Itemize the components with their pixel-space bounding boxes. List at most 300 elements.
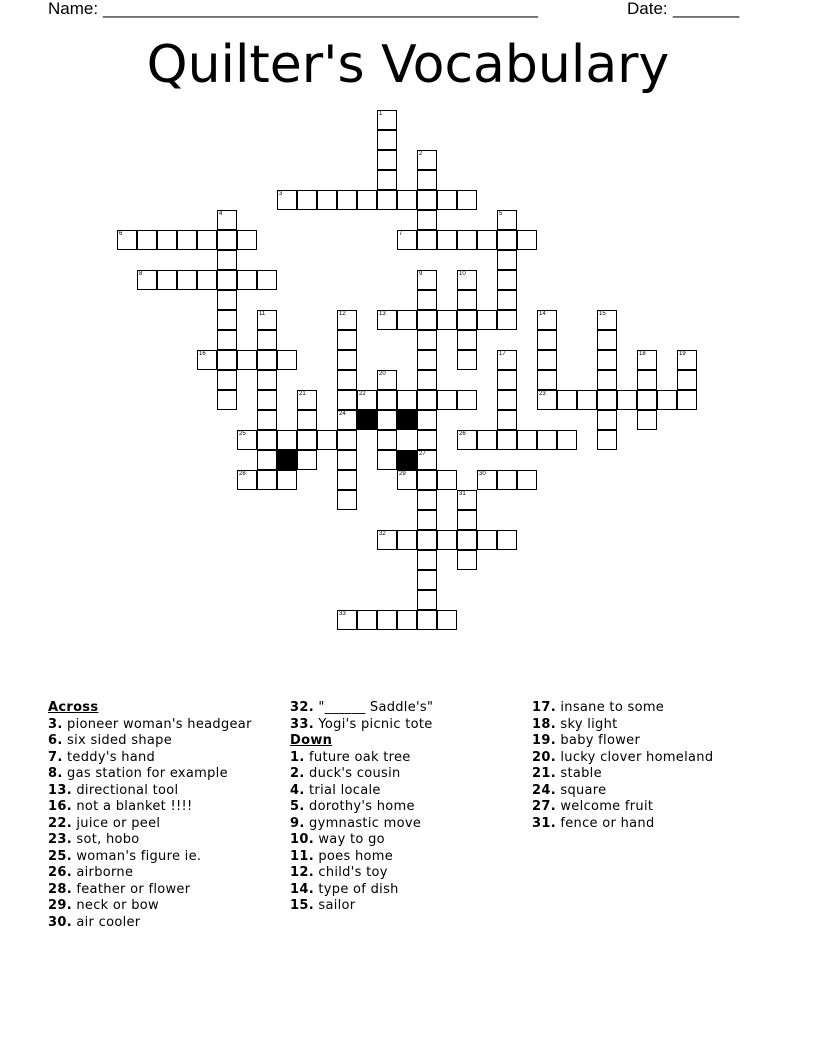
clue-item-text: duck's cousin	[309, 766, 401, 781]
clue-number: 4	[219, 211, 223, 217]
clue-item-text: woman's figure ie.	[76, 848, 202, 864]
grid-cell[interactable]	[377, 150, 397, 170]
grid-cell[interactable]	[337, 350, 357, 370]
grid-cell[interactable]	[497, 230, 517, 250]
grid-cell[interactable]	[297, 410, 317, 430]
clue-item-number: 12.	[290, 865, 314, 880]
clue-item	[290, 766, 433, 783]
grid-cell[interactable]	[497, 250, 517, 270]
grid-cell[interactable]	[417, 550, 437, 570]
grid-cell[interactable]	[377, 170, 397, 190]
grid-cell[interactable]	[217, 370, 237, 390]
grid-cell[interactable]	[677, 390, 697, 410]
grid-cell[interactable]	[397, 610, 417, 630]
clue-item	[532, 766, 713, 783]
clue-number: 3	[279, 191, 283, 197]
clue-item-number: 6.	[48, 733, 63, 748]
across-heading: Across	[48, 700, 99, 715]
clue-number: 6	[119, 231, 123, 237]
grid-cell[interactable]	[557, 390, 577, 410]
grid-cell[interactable]	[217, 390, 237, 410]
clue-item-number: 2.	[290, 766, 305, 781]
grid-cell[interactable]	[497, 310, 517, 330]
clue-item-number: 4.	[290, 782, 305, 798]
clue-item	[532, 700, 713, 717]
clue-item-text: air cooler	[76, 914, 141, 930]
grid-cell[interactable]	[197, 270, 217, 290]
clue-number: 8	[139, 271, 143, 277]
clue-number: 20	[379, 371, 386, 377]
grid-cell[interactable]	[217, 230, 237, 250]
grid-cell[interactable]	[477, 470, 497, 490]
clue-item	[48, 816, 252, 833]
grid-cell[interactable]	[497, 270, 517, 290]
grid-cell[interactable]	[337, 190, 357, 210]
clue-item-text: trial locale	[309, 782, 381, 798]
clue-item	[48, 733, 252, 750]
grid-cell[interactable]	[377, 370, 397, 390]
clue-item-number: 5.	[290, 799, 305, 814]
clue-item-number: 3.	[48, 716, 63, 732]
grid-cell[interactable]	[597, 410, 617, 430]
grid-cell[interactable]	[157, 230, 177, 250]
black-square	[357, 410, 377, 430]
clue-item	[48, 766, 252, 783]
grid-cell[interactable]	[397, 390, 417, 410]
clue-item	[48, 717, 252, 734]
clue-item-number: 13.	[48, 782, 72, 798]
clue-number: 23	[539, 391, 546, 397]
grid-cell[interactable]	[417, 350, 437, 370]
clue-item	[532, 816, 713, 833]
clue-item	[290, 832, 433, 849]
clue-item-text: fence or hand	[560, 815, 655, 831]
clue-item-number: 33.	[290, 716, 314, 732]
grid-cell[interactable]	[477, 430, 497, 450]
grid-cell[interactable]	[217, 330, 237, 350]
grid-cell[interactable]	[217, 250, 237, 270]
grid-cell[interactable]	[657, 390, 677, 410]
clue-item	[48, 849, 252, 866]
grid-cell[interactable]	[337, 330, 357, 350]
clue-item	[48, 898, 252, 915]
clue-item-number: 18.	[532, 716, 556, 732]
clue-number: 12	[339, 311, 346, 317]
grid-cell[interactable]	[637, 370, 657, 390]
clue-item-number: 25.	[48, 848, 72, 864]
grid-cell[interactable]	[597, 370, 617, 390]
grid-cell[interactable]	[637, 350, 657, 370]
clue-number: 27	[419, 451, 426, 457]
clue-number: 32	[379, 531, 386, 537]
grid-cell[interactable]	[337, 390, 357, 410]
name-field[interactable]: ______________________________________________	[103, 0, 538, 18]
clue-item-number: 11.	[290, 848, 314, 864]
clue-number: 24	[339, 411, 346, 417]
grid-cell[interactable]	[417, 490, 437, 510]
grid-cell[interactable]	[417, 450, 437, 470]
clue-item-text: directional tool	[76, 782, 179, 798]
grid-cell[interactable]	[417, 590, 437, 610]
grid-cell[interactable]	[537, 310, 557, 330]
clue-number: 25	[239, 431, 246, 437]
grid-cell[interactable]	[337, 410, 357, 430]
grid-cell[interactable]	[177, 270, 197, 290]
grid-cell[interactable]	[337, 430, 357, 450]
clue-number: 30	[479, 471, 486, 477]
clue-number: 21	[299, 391, 306, 397]
grid-cell[interactable]	[497, 350, 517, 370]
grid-cell[interactable]	[417, 310, 437, 330]
down-heading: Down	[290, 733, 333, 748]
clue-item-text: sky light	[560, 716, 618, 732]
clue-item-text: not a blanket !!!!	[76, 799, 193, 814]
grid-cell[interactable]	[217, 290, 237, 310]
clue-item	[290, 882, 433, 899]
grid-cell[interactable]	[257, 470, 277, 490]
clue-item	[48, 915, 252, 932]
grid-cell[interactable]	[377, 130, 397, 150]
grid-cell[interactable]	[337, 490, 357, 510]
grid-cell[interactable]	[597, 430, 617, 450]
grid-cell[interactable]	[457, 190, 477, 210]
grid-cell[interactable]	[437, 390, 457, 410]
grid-cell[interactable]	[337, 450, 357, 470]
clue-item-text: future oak tree	[309, 749, 411, 765]
grid-cell[interactable]	[457, 310, 477, 330]
clue-item-text: welcome fruit	[560, 799, 654, 814]
clue-number: 13	[379, 311, 386, 317]
grid-cell[interactable]	[457, 530, 477, 550]
grid-cell[interactable]	[637, 390, 657, 410]
grid-cell[interactable]	[457, 430, 477, 450]
grid-cell[interactable]	[277, 350, 297, 370]
grid-cell[interactable]	[417, 570, 437, 590]
grid-cell[interactable]	[457, 230, 477, 250]
grid-cell[interactable]	[237, 270, 257, 290]
grid-cell[interactable]	[417, 530, 437, 550]
grid-cell[interactable]	[357, 190, 377, 210]
grid-cell[interactable]	[377, 610, 397, 630]
grid-cell[interactable]	[537, 350, 557, 370]
grid-cell[interactable]	[417, 290, 437, 310]
grid-cell[interactable]	[497, 390, 517, 410]
clue-number: 14	[539, 311, 546, 317]
clue-number: 29	[399, 471, 406, 477]
grid-cell[interactable]	[277, 470, 297, 490]
clue-item-number: 20.	[532, 749, 556, 765]
grid-cell[interactable]	[177, 230, 197, 250]
grid-cell[interactable]	[337, 470, 357, 490]
clue-item-text: poes home	[318, 848, 394, 864]
grid-cell[interactable]	[477, 310, 497, 330]
name-label: Name:	[48, 0, 99, 18]
grid-cell[interactable]	[457, 330, 477, 350]
clue-item-number: 21.	[532, 766, 556, 781]
grid-cell[interactable]	[417, 370, 437, 390]
grid-cell[interactable]	[217, 350, 237, 370]
grid-cell[interactable]	[417, 270, 437, 290]
clue-item	[290, 799, 433, 816]
clue-column-3	[532, 700, 713, 832]
clue-number: 16	[199, 351, 206, 357]
grid-cell[interactable]	[237, 350, 257, 370]
clue-number: 5	[499, 211, 503, 217]
clue-item-text: pioneer woman's headgear	[67, 716, 252, 732]
grid-cell[interactable]	[677, 350, 697, 370]
grid-cell[interactable]	[477, 530, 497, 550]
clue-item-number: 24.	[532, 782, 556, 798]
clue-item-text: "______ Saddle's"	[318, 700, 434, 715]
clue-number: 33	[339, 611, 346, 617]
grid-cell[interactable]	[457, 510, 477, 530]
clue-item-text: six sided shape	[67, 733, 172, 748]
grid-cell[interactable]	[377, 190, 397, 210]
grid-cell[interactable]	[397, 470, 417, 490]
clue-item	[290, 898, 433, 915]
clue-item-text: Yogi's picnic tote	[318, 716, 433, 732]
clue-item	[532, 799, 713, 816]
clue-item	[290, 783, 433, 800]
clue-item-number: 28.	[48, 881, 72, 897]
grid-cell[interactable]	[617, 390, 637, 410]
clue-item-number: 29.	[48, 898, 72, 913]
grid-cell[interactable]	[417, 430, 437, 450]
clue-item	[532, 750, 713, 767]
clue-item	[532, 783, 713, 800]
grid-cell[interactable]	[357, 390, 377, 410]
grid-cell[interactable]	[497, 470, 517, 490]
grid-cell[interactable]	[417, 190, 437, 210]
grid-cell[interactable]	[257, 270, 277, 290]
grid-cell[interactable]	[417, 410, 437, 430]
grid-cell[interactable]	[417, 330, 437, 350]
grid-cell[interactable]	[317, 430, 337, 450]
grid-cell[interactable]	[417, 210, 437, 230]
clue-item-text: child's toy	[318, 865, 388, 880]
grid-cell[interactable]	[497, 210, 517, 230]
grid-cell[interactable]	[637, 410, 657, 430]
clue-number: 15	[599, 311, 606, 317]
clue-item	[290, 849, 433, 866]
grid-cell[interactable]	[257, 370, 277, 390]
clue-item-text: airborne	[76, 865, 134, 880]
grid-cell[interactable]	[577, 390, 597, 410]
grid-cell[interactable]	[437, 610, 457, 630]
grid-cell[interactable]	[497, 430, 517, 450]
clue-column-2	[290, 700, 433, 915]
grid-cell[interactable]	[277, 430, 297, 450]
grid-cell[interactable]	[497, 290, 517, 310]
grid-cell[interactable]	[497, 370, 517, 390]
grid-cell[interactable]	[457, 550, 477, 570]
grid-cell[interactable]	[417, 150, 437, 170]
grid-cell[interactable]	[437, 310, 457, 330]
clue-number: 22	[359, 391, 366, 397]
grid-cell[interactable]	[317, 190, 337, 210]
clue-item-text: way to go	[318, 832, 385, 847]
grid-cell[interactable]	[597, 310, 617, 330]
grid-cell[interactable]	[377, 430, 397, 450]
clue-item	[290, 717, 433, 734]
grid-cell[interactable]	[297, 430, 317, 450]
grid-cell[interactable]	[197, 350, 217, 370]
clue-item-number: 9.	[290, 815, 305, 831]
grid-cell[interactable]	[477, 230, 497, 250]
clue-item	[532, 733, 713, 750]
grid-cell[interactable]	[497, 410, 517, 430]
grid-cell[interactable]	[137, 270, 157, 290]
clue-item	[532, 717, 713, 734]
clue-item-text: sailor	[318, 898, 356, 913]
grid-cell[interactable]	[417, 610, 437, 630]
clue-item-text: stable	[560, 766, 602, 781]
black-square	[397, 450, 417, 470]
grid-cell[interactable]	[217, 310, 237, 330]
grid-cell[interactable]	[597, 350, 617, 370]
clue-item-number: 14.	[290, 881, 314, 897]
clue-item-number: 10.	[290, 832, 314, 847]
grid-cell[interactable]	[337, 310, 357, 330]
clue-item	[290, 700, 433, 717]
grid-cell[interactable]	[237, 470, 257, 490]
grid-cell[interactable]	[597, 390, 617, 410]
clue-item-text: teddy's hand	[67, 749, 156, 765]
grid-cell[interactable]	[517, 430, 537, 450]
grid-cell[interactable]	[297, 190, 317, 210]
grid-cell[interactable]	[397, 230, 417, 250]
grid-cell[interactable]	[457, 390, 477, 410]
clue-number: 9	[419, 271, 423, 277]
clue-item	[290, 865, 433, 882]
clue-item-text: sot, hobo	[76, 832, 140, 847]
grid-cell[interactable]	[537, 390, 557, 410]
clue-item-number: 7.	[48, 749, 63, 765]
grid-cell[interactable]	[257, 450, 277, 470]
clue-item-number: 30.	[48, 914, 72, 930]
clue-number: 7	[399, 231, 403, 237]
grid-cell[interactable]	[277, 190, 297, 210]
grid-cell[interactable]	[357, 610, 377, 630]
grid-cell[interactable]	[377, 410, 397, 430]
grid-cell[interactable]	[677, 370, 697, 390]
grid-cell[interactable]	[377, 530, 397, 550]
clue-item-text: juice or peel	[76, 815, 161, 831]
grid-cell[interactable]	[457, 270, 477, 290]
grid-cell[interactable]	[377, 450, 397, 470]
grid-cell[interactable]	[437, 230, 457, 250]
grid-cell[interactable]	[457, 490, 477, 510]
grid-cell[interactable]	[517, 230, 537, 250]
clue-item-number: 16.	[48, 799, 72, 814]
black-square	[397, 410, 417, 430]
grid-cell[interactable]	[417, 230, 437, 250]
clue-item-number: 1.	[290, 749, 305, 765]
page-title: Quilter's Vocabulary	[146, 35, 670, 95]
grid-cell[interactable]	[537, 330, 557, 350]
grid-cell[interactable]	[257, 310, 277, 330]
grid-cell[interactable]	[537, 430, 557, 450]
clue-item	[48, 783, 252, 800]
clue-number: 28	[239, 471, 246, 477]
grid-cell[interactable]	[257, 350, 277, 370]
clue-item	[290, 750, 433, 767]
grid-cell[interactable]	[117, 230, 137, 250]
clue-item-number: 32.	[290, 700, 314, 715]
grid-cell[interactable]	[597, 330, 617, 350]
clue-item	[48, 832, 252, 849]
clue-item-text: gas station for example	[67, 766, 228, 781]
grid-cell[interactable]	[457, 290, 477, 310]
date-field[interactable]: _______	[673, 0, 740, 18]
date-label: Date:	[627, 0, 668, 18]
grid-cell[interactable]	[137, 230, 157, 250]
clue-column-1	[48, 700, 252, 931]
grid-cell[interactable]	[457, 350, 477, 370]
grid-cell[interactable]	[437, 190, 457, 210]
grid-cell[interactable]	[437, 530, 457, 550]
clue-item-number: 27.	[532, 799, 556, 814]
grid-cell[interactable]	[337, 610, 357, 630]
clue-number: 17	[499, 351, 506, 357]
grid-cell[interactable]	[417, 390, 437, 410]
clue-number: 31	[459, 491, 466, 497]
grid-cell[interactable]	[417, 510, 437, 530]
clue-item-text: dorothy's home	[309, 799, 415, 814]
grid-cell[interactable]	[397, 530, 417, 550]
clue-item-text: insane to some	[560, 700, 665, 715]
grid-cell[interactable]	[157, 270, 177, 290]
grid-cell[interactable]	[377, 390, 397, 410]
clue-item-text: type of dish	[318, 881, 399, 897]
grid-cell[interactable]	[377, 110, 397, 130]
grid-cell[interactable]	[397, 190, 417, 210]
clue-item	[48, 799, 252, 816]
grid-cell[interactable]	[397, 310, 417, 330]
clue-number: 10	[459, 271, 466, 277]
grid-cell[interactable]	[197, 230, 217, 250]
grid-cell[interactable]	[337, 370, 357, 390]
clue-item-number: 17.	[532, 700, 556, 715]
clue-number: 19	[679, 351, 686, 357]
grid-cell[interactable]	[517, 470, 537, 490]
clue-item-number: 26.	[48, 865, 72, 880]
grid-cell[interactable]	[257, 430, 277, 450]
clue-number: 18	[639, 351, 646, 357]
grid-cell[interactable]	[217, 210, 237, 230]
grid-cell[interactable]	[257, 330, 277, 350]
grid-cell[interactable]	[417, 470, 437, 490]
grid-cell[interactable]	[297, 390, 317, 410]
grid-cell[interactable]	[497, 530, 517, 550]
grid-cell[interactable]	[257, 410, 277, 430]
clue-item-text: lucky clover homeland	[560, 749, 714, 765]
grid-cell[interactable]	[557, 430, 577, 450]
grid-cell[interactable]	[237, 230, 257, 250]
grid-cell[interactable]	[437, 470, 457, 490]
grid-cell[interactable]	[237, 430, 257, 450]
clue-item-number: 15.	[290, 898, 314, 913]
grid-cell[interactable]	[257, 390, 277, 410]
grid-cell[interactable]	[537, 370, 557, 390]
grid-cell[interactable]	[417, 170, 437, 190]
clue-item	[48, 865, 252, 882]
clue-number: 2	[419, 151, 423, 157]
grid-cell[interactable]	[297, 450, 317, 470]
clue-item-text: gymnastic move	[309, 815, 422, 831]
grid-cell[interactable]	[217, 270, 237, 290]
grid-cell[interactable]	[377, 310, 397, 330]
